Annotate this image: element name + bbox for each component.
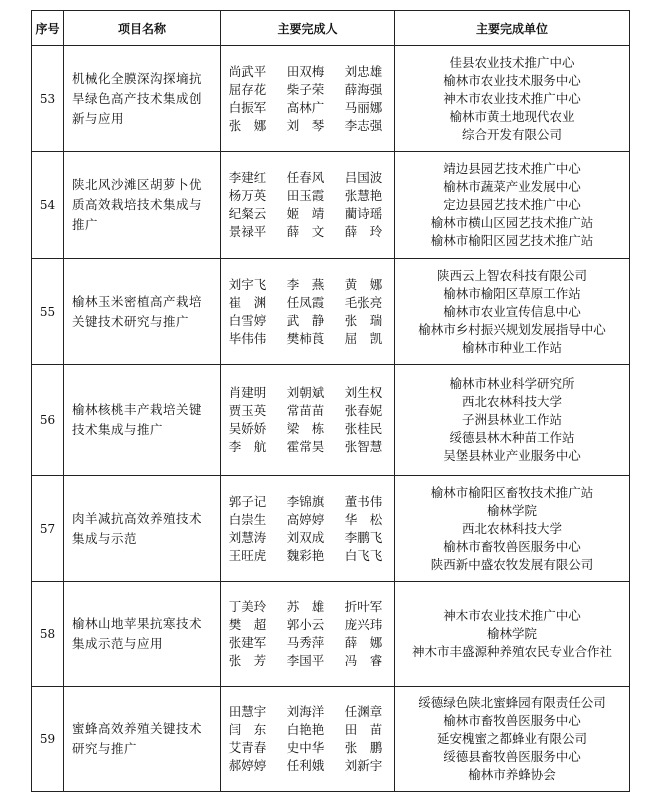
- people-cell: [221, 46, 395, 152]
- person-name: 霍常昊: [286, 439, 325, 454]
- person-name: 肖建明: [228, 385, 267, 400]
- person-name: 武 静: [286, 312, 325, 328]
- awards-table: [31, 10, 630, 792]
- people-grid: [221, 169, 390, 241]
- person-name: 樊柿莨: [286, 330, 325, 346]
- person-name: 高婷婷: [286, 511, 325, 527]
- person-name: 董书伟: [344, 493, 383, 509]
- person-name: 薛 玲: [344, 224, 383, 239]
- unit-name: 定边县园艺技术推广中心: [443, 197, 581, 212]
- unit-name: 子洲县林业工作站: [461, 412, 562, 427]
- project-name: 榆林玉米密植高产栽培关键技术研究与推广: [64, 259, 221, 365]
- person-name: 白艳艳: [286, 722, 325, 737]
- person-name: 刘生权: [344, 385, 383, 400]
- person-name: 史中华: [286, 740, 325, 755]
- units-cell: [395, 365, 630, 476]
- person-name: 白飞飞: [344, 547, 383, 563]
- person-name: 郭小云: [286, 617, 325, 632]
- person-name: 张 娜: [228, 117, 267, 133]
- people-cell: [221, 365, 395, 476]
- row-number: 55: [32, 259, 64, 365]
- person-name: 张春妮: [344, 403, 383, 418]
- units-cell: [395, 687, 630, 792]
- person-name: 马丽娜: [344, 99, 383, 115]
- unit-name: 榆林市农业宣传信息中心: [443, 303, 581, 319]
- person-name: 华 松: [344, 511, 383, 527]
- person-name: 屈 凯: [344, 330, 383, 346]
- person-name: 吕国波: [344, 170, 383, 185]
- person-name: 任利娥: [286, 758, 325, 773]
- unit-name: 靖边县园艺技术推广中心: [443, 161, 581, 176]
- unit-name: 佳县农业技术推广中心: [449, 54, 575, 70]
- person-name: 薛 娜: [344, 635, 383, 650]
- person-name: 张 鹏: [344, 740, 383, 755]
- people-cell: [221, 259, 395, 365]
- people-cell: [221, 687, 395, 792]
- people-cell: [221, 582, 395, 687]
- unit-name: 延安槐蜜之都蜂业有限公司: [436, 731, 587, 746]
- people-grid: [221, 598, 390, 670]
- people-grid: [221, 703, 390, 775]
- person-name: 郝婷婷: [228, 758, 267, 773]
- people-grid: [221, 384, 390, 456]
- person-name: 姬 靖: [286, 206, 325, 221]
- table-row: [32, 365, 630, 476]
- person-name: 樊 超: [228, 617, 267, 632]
- person-name: 张 瑞: [344, 312, 383, 328]
- person-name: 田双梅: [286, 63, 325, 79]
- person-name: 冯 睿: [344, 653, 383, 668]
- unit-name: 神木市农业技术推广中心: [443, 90, 581, 106]
- project-name: 机械化全膜深沟探墒抗旱绿色高产技术集成创新与应用: [64, 46, 221, 152]
- person-name: 田 苗: [344, 722, 383, 737]
- person-name: 张 芳: [228, 653, 267, 668]
- unit-name: 榆林市蔬菜产业发展中心: [443, 179, 581, 194]
- person-name: 白雪婷: [228, 312, 267, 328]
- units-cell: [395, 152, 630, 259]
- header-seq: 序号: [32, 11, 64, 46]
- person-name: 常苗苗: [286, 403, 325, 418]
- person-name: 丁美玲: [228, 599, 267, 614]
- unit-name: 榆林市横山区园艺技术推广站: [430, 215, 594, 230]
- person-name: 李 航: [228, 439, 267, 454]
- project-name: 蜜蜂高效养殖关键技术研究与推广: [64, 687, 221, 792]
- person-name: 郭子记: [228, 493, 267, 509]
- person-name: 刘双成: [286, 529, 325, 545]
- person-name: 张智慧: [344, 439, 383, 454]
- row-number: 56: [32, 365, 64, 476]
- unit-name: 绥德绿色陕北蜜蜂园有限责任公司: [418, 695, 606, 710]
- person-name: 李建红: [228, 170, 267, 185]
- unit-name: 综合开发有限公司: [461, 126, 562, 142]
- units-cell: [395, 582, 630, 687]
- unit-name: 榆林市农业技术服务中心: [443, 72, 581, 88]
- person-name: 杨万英: [228, 188, 267, 203]
- unit-name: 吴堡县林业产业服务中心: [443, 448, 581, 463]
- person-name: 藺诗瑶: [344, 206, 383, 221]
- people-cell: [221, 152, 395, 259]
- person-name: 魏彩艳: [286, 547, 325, 563]
- project-name: 陕北风沙滩区胡萝卜优质高效栽培技术集成与推广: [64, 152, 221, 259]
- people-grid: [221, 63, 390, 135]
- row-number: 57: [32, 476, 64, 582]
- person-name: 张桂民: [344, 421, 383, 436]
- unit-name: 榆林市畜牧兽医服务中心: [443, 713, 581, 728]
- table-body: [32, 46, 630, 792]
- table-row: [32, 46, 630, 152]
- person-name: 张慧艳: [344, 188, 383, 203]
- units-cell: [395, 46, 630, 152]
- unit-name: 神木市丰盛源种养殖农民专业合作社: [411, 644, 612, 659]
- person-name: 刘 琴: [286, 117, 325, 133]
- person-name: 刘忠雄: [344, 63, 383, 79]
- person-name: 闫 东: [228, 722, 267, 737]
- unit-name: 神木市农业技术推广中心: [443, 608, 581, 623]
- person-name: 任春风: [286, 170, 325, 185]
- person-name: 柴子荣: [286, 81, 325, 97]
- header-project-name: 项目名称: [64, 11, 221, 46]
- header-units: 主要完成单位: [395, 11, 630, 46]
- person-name: 艾青春: [228, 740, 267, 755]
- unit-name: 榆林市畜牧兽医服务中心: [443, 538, 581, 554]
- person-name: 白崇生: [228, 511, 267, 527]
- people-grid: [221, 276, 390, 348]
- person-name: 毛张亮: [344, 294, 383, 310]
- unit-name: 榆林市种业工作站: [461, 339, 562, 355]
- unit-name: 榆林市榆阳区草原工作站: [443, 285, 581, 301]
- unit-name: 榆林市乡村振兴规划发展指导中心: [418, 321, 606, 337]
- row-number: 53: [32, 46, 64, 152]
- person-name: 庞兴玮: [344, 617, 383, 632]
- person-name: 李志强: [344, 117, 383, 133]
- person-name: 任凤霞: [286, 294, 325, 310]
- person-name: 苏 雄: [286, 599, 325, 614]
- unit-name: 榆林市榆阳区畜牧技术推广站: [430, 484, 594, 500]
- person-name: 崔 渊: [228, 294, 267, 310]
- units-cell: [395, 259, 630, 365]
- person-name: 薛海强: [344, 81, 383, 97]
- person-name: 马秀萍: [286, 635, 325, 650]
- unit-name: 榆林学院: [486, 626, 537, 641]
- row-number: 54: [32, 152, 64, 259]
- unit-name: 陕西新中盛农牧发展有限公司: [430, 556, 594, 572]
- row-number: 58: [32, 582, 64, 687]
- table-row: [32, 152, 630, 259]
- unit-name: 榆林市林业科学研究所: [449, 376, 575, 391]
- person-name: 李国平: [286, 653, 325, 668]
- person-name: 景禄平: [228, 224, 267, 239]
- people-grid: [221, 493, 390, 565]
- project-name: 榆林核桃丰产栽培关键技术集成与推广: [64, 365, 221, 476]
- person-name: 张建军: [228, 635, 267, 650]
- person-name: 刘宇飞: [228, 276, 267, 292]
- person-name: 黄 娜: [344, 276, 383, 292]
- table-row: [32, 582, 630, 687]
- person-name: 薛 文: [286, 224, 325, 239]
- person-name: 折叶军: [344, 599, 383, 614]
- person-name: 任渊章: [344, 704, 383, 719]
- header-people: 主要完成人: [221, 11, 395, 46]
- unit-name: 榆林学院: [486, 502, 537, 518]
- person-name: 尚武平: [228, 63, 267, 79]
- person-name: 纪粲云: [228, 206, 267, 221]
- unit-name: 榆林市黄土地现代农业: [449, 108, 575, 124]
- person-name: 白振军: [228, 99, 267, 115]
- person-name: 刘朝斌: [286, 385, 325, 400]
- project-name: 肉羊减抗高效养殖技术集成与示范: [64, 476, 221, 582]
- table-row: [32, 476, 630, 582]
- unit-name: 陕西云上智农科技有限公司: [436, 267, 587, 283]
- unit-name: 榆林市榆阳区园艺技术推广站: [430, 233, 594, 248]
- table-row: [32, 687, 630, 792]
- person-name: 梁 栋: [286, 421, 325, 436]
- header-row: [32, 11, 630, 46]
- person-name: 李鹏飞: [344, 529, 383, 545]
- unit-name: 西北农林科技大学: [461, 520, 562, 536]
- person-name: 李锦旗: [286, 493, 325, 509]
- unit-name: 绥德县林木种苗工作站: [449, 430, 575, 445]
- person-name: 吴娇娇: [228, 421, 267, 436]
- project-name: 榆林山地苹果抗寒技术集成示范与应用: [64, 582, 221, 687]
- person-name: 王旺虎: [228, 547, 267, 563]
- person-name: 刘新宇: [344, 758, 383, 773]
- units-cell: [395, 476, 630, 582]
- person-name: 高林广: [286, 99, 325, 115]
- person-name: 田玉霞: [286, 188, 325, 203]
- person-name: 李 燕: [286, 276, 325, 292]
- row-number: 59: [32, 687, 64, 792]
- people-cell: [221, 476, 395, 582]
- unit-name: 榆林市养蜂协会: [468, 767, 556, 782]
- person-name: 贾玉英: [228, 403, 267, 418]
- person-name: 刘慧涛: [228, 529, 267, 545]
- person-name: 毕伟伟: [228, 330, 267, 346]
- person-name: 屈存花: [228, 81, 267, 97]
- unit-name: 绥德县畜牧兽医服务中心: [443, 749, 581, 764]
- table-row: [32, 259, 630, 365]
- person-name: 刘海洋: [286, 704, 325, 719]
- person-name: 田慧宇: [228, 704, 267, 719]
- unit-name: 西北农林科技大学: [461, 394, 562, 409]
